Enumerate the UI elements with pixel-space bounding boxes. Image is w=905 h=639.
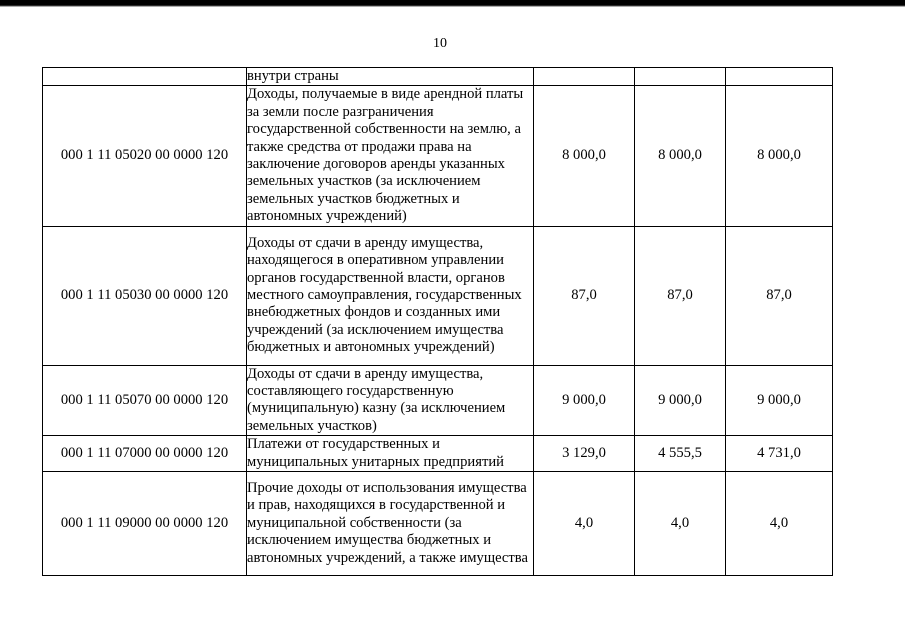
budget-code-cell (43, 68, 247, 86)
year-2-value-cell: 87,0 (635, 226, 726, 365)
year-2-value-cell: 4 555,5 (635, 436, 726, 472)
table-row (43, 472, 833, 576)
description-cell: Прочие доходы от использования имущества и прав, находящихся в государственной и муниципальной собственности (за исключением имущества бюджетных и автономных учреждений, а также имущества (247, 472, 534, 576)
year-2-value-cell: 9 000,0 (635, 365, 726, 436)
description-cell: Доходы от сдачи в аренду имущества, находящегося в оперативном управлении органов государственной власти, органов местного самоуправления, государственных внебюджетных фондов и созданных ими учреждений (за исключением имущества бюджетных и автономных учреждений) (247, 226, 534, 365)
description-cell: внутри страны (247, 68, 534, 86)
revenue-table (42, 67, 833, 576)
year-1-value-cell: 8 000,0 (534, 86, 635, 226)
table-row (43, 365, 833, 436)
year-3-value-cell: 4 731,0 (726, 436, 833, 472)
budget-code-cell: 000 1 11 05030 00 0000 120 (43, 226, 247, 365)
year-3-value-cell: 4,0 (726, 472, 833, 576)
page-number: 10 (433, 36, 447, 51)
budget-code-cell: 000 1 11 05020 00 0000 120 (43, 86, 247, 226)
year-3-value-cell: 87,0 (726, 226, 833, 365)
table-row (43, 68, 833, 86)
budget-code-cell: 000 1 11 07000 00 0000 120 (43, 436, 247, 472)
year-2-value-cell: 4,0 (635, 472, 726, 576)
scan-top-edge (0, 0, 905, 7)
year-2-value-cell (635, 68, 726, 86)
year-3-value-cell (726, 68, 833, 86)
budget-code-cell: 000 1 11 05070 00 0000 120 (43, 365, 247, 436)
year-1-value-cell: 4,0 (534, 472, 635, 576)
table-row (43, 86, 833, 226)
description-cell: Доходы от сдачи в аренду имущества, составляющего государственную (муниципальную) казну (за исключением земельных участков) (247, 365, 534, 436)
year-3-value-cell: 9 000,0 (726, 365, 833, 436)
table-row (43, 226, 833, 365)
year-1-value-cell: 9 000,0 (534, 365, 635, 436)
year-1-value-cell: 3 129,0 (534, 436, 635, 472)
year-1-value-cell (534, 68, 635, 86)
year-3-value-cell: 8 000,0 (726, 86, 833, 226)
description-cell: Доходы, получаемые в виде арендной платы за земли после разграничения государственной собственности на землю, а также средства от продажи права на заключение договоров аренды указанных земельных участков (за исключением земельных участков бюджетных и автономных учреждений) (247, 86, 534, 226)
table-row (43, 436, 833, 472)
description-cell: Платежи от государственных и муниципальных унитарных предприятий (247, 436, 534, 472)
year-2-value-cell: 8 000,0 (635, 86, 726, 226)
year-1-value-cell: 87,0 (534, 226, 635, 365)
budget-code-cell: 000 1 11 09000 00 0000 120 (43, 472, 247, 576)
